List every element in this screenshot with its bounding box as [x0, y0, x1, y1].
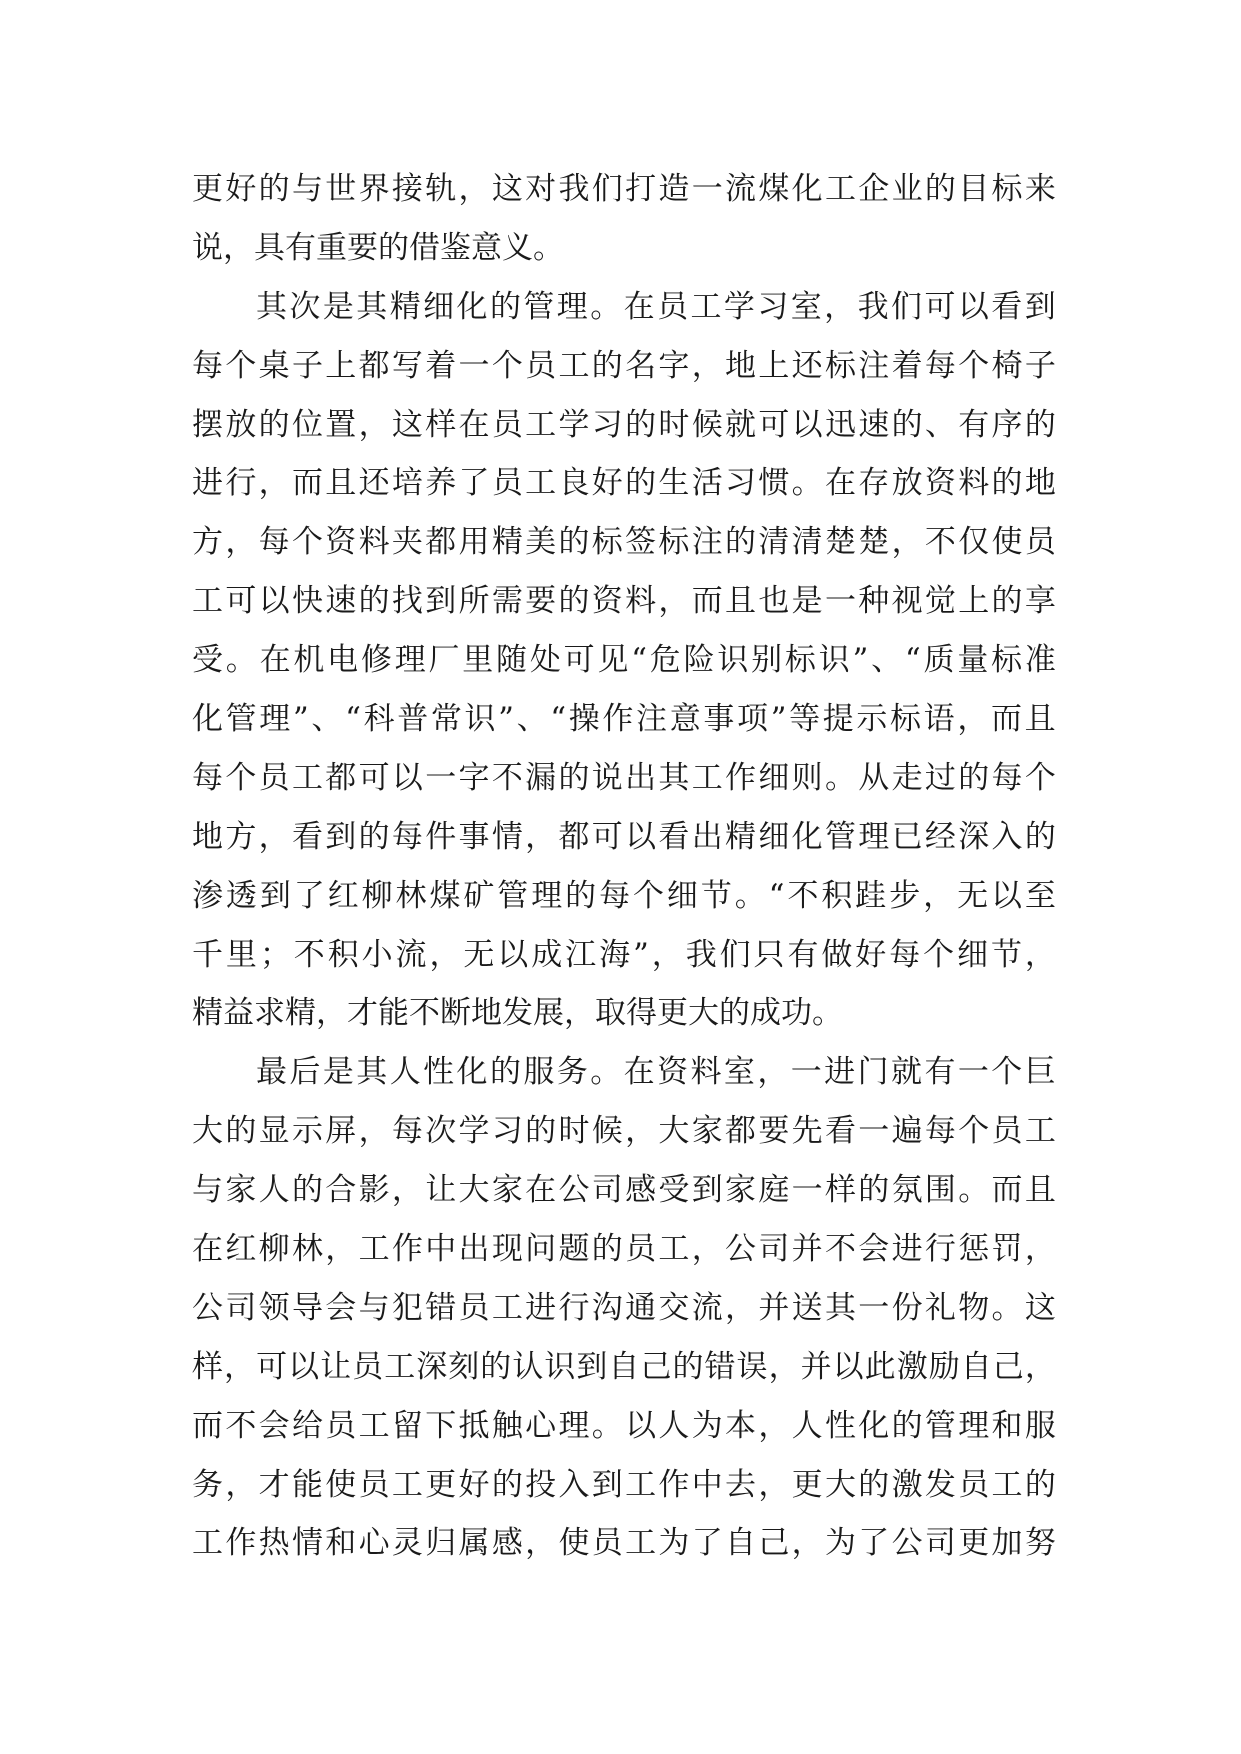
- text-line: 地 方 ， 看 到 的 每 件 事 情 ， 都 可 以 看 出 精 细 化 管 理 已 经 深 入 的: [192, 818, 1056, 855]
- text-line: 工 可 以 快 速 的 找 到 所 需 要 的 资 料 ， 而 且 也 是 一 种 视 觉 上 的 享: [192, 583, 1056, 620]
- text-line: 务 ， 才 能 使 员 工 更 好 的 投 入 到 工 作 中 去 ， 更 大 的 激 发 员 工 的: [192, 1466, 1056, 1503]
- text-line: 更 好 的 与 世 界 接 轨 ， 这 对 我 们 打 造 一 流 煤 化 工 企 业 的 目 标 来: [192, 171, 1056, 207]
- text-line: 进 行 ， 而 且 还 培 养 了 员 工 良 好 的 生 活 习 惯 。 在 存 放 资 料 的 地: [192, 465, 1056, 502]
- text-line: 最 后 是 其 人 性 化 的 服 务 。 在 资 料 室 ， 一 进 门 就 有 一 个 巨: [256, 1054, 1056, 1091]
- text-line: 化 管 理 ” 、 “ 科 普 常 识 ” 、 “ 操 作 注 意 事 项 ” 等 提 示 标 语 ， 而 且: [192, 701, 1056, 738]
- body-text: [192, 160, 1056, 1573]
- text-line: 受 。 在 机 电 修 理 厂 里 随 处 可 见 “ 危 险 识 别 标 识 ” 、 “ 质 量 标 准: [192, 642, 1056, 679]
- text-line: 方 ， 每 个 资 料 夹 都 用 精 美 的 标 签 标 注 的 清 清 楚 楚 ， 不 仅 使 员: [192, 524, 1056, 561]
- text-line: 在 红 柳 林 ， 工 作 中 出 现 问 题 的 员 工 ， 公 司 并 不 会 进 行 惩 罚 ，: [192, 1231, 1056, 1268]
- text-line: 而 不 会 给 员 工 留 下 抵 触 心 理 。 以 人 为 本 ， 人 性 化 的 管 理 和 服: [192, 1407, 1056, 1444]
- text-line: 说，具有重要的借鉴意义。: [192, 229, 564, 266]
- text-line: 每 个 桌 子 上 都 写 着 一 个 员 工 的 名 字 ， 地 上 还 标 注 着 每 个 椅 子: [192, 347, 1056, 384]
- text-line: 渗 透 到 了 红 柳 林 煤 矿 管 理 的 每 个 细 节 。 “ 不 积 跬 步 ， 无 以 至: [192, 877, 1056, 914]
- text-line: 工 作 热 情 和 心 灵 归 属 感 ， 使 员 工 为 了 自 己 ， 为 了 公 司 更 加 努: [192, 1525, 1056, 1562]
- text-line: 大 的 显 示 屏 ， 每 次 学 习 的 时 候 ， 大 家 都 要 先 看 一 遍 每 个 员 工: [192, 1113, 1056, 1150]
- text-line: 公 司 领 导 会 与 犯 错 员 工 进 行 沟 通 交 流 ， 并 送 其 一 份 礼 物 。 这: [192, 1289, 1056, 1326]
- text-line: 千 里 ； 不 积 小 流 ， 无 以 成 江 海 ” ， 我 们 只 有 做 好 每 个 细 节 ，: [192, 936, 1056, 973]
- text-line: 与 家 人 的 合 影 ， 让 大 家 在 公 司 感 受 到 家 庭 一 样 的 氛 围 。 而 且: [192, 1172, 1056, 1209]
- text-line: 每 个 员 工 都 可 以 一 字 不 漏 的 说 出 其 工 作 细 则 。 从 走 过 的 每 个: [192, 759, 1056, 796]
- text-line: 其 次 是 其 精 细 化 的 管 理 。 在 员 工 学 习 室 ， 我 们 可 以 看 到: [256, 288, 1056, 325]
- text-line: 精益求精，才能不断地发展，取得更大的成功。: [192, 995, 843, 1032]
- text-line: 样 ， 可 以 让 员 工 深 刻 的 认 识 到 自 己 的 错 误 ， 并 以 此 激 励 自 己 ，: [192, 1348, 1056, 1385]
- text-line: 摆 放 的 位 置 ， 这 样 在 员 工 学 习 的 时 候 就 可 以 迅 速 的 、 有 序 的: [192, 406, 1056, 443]
